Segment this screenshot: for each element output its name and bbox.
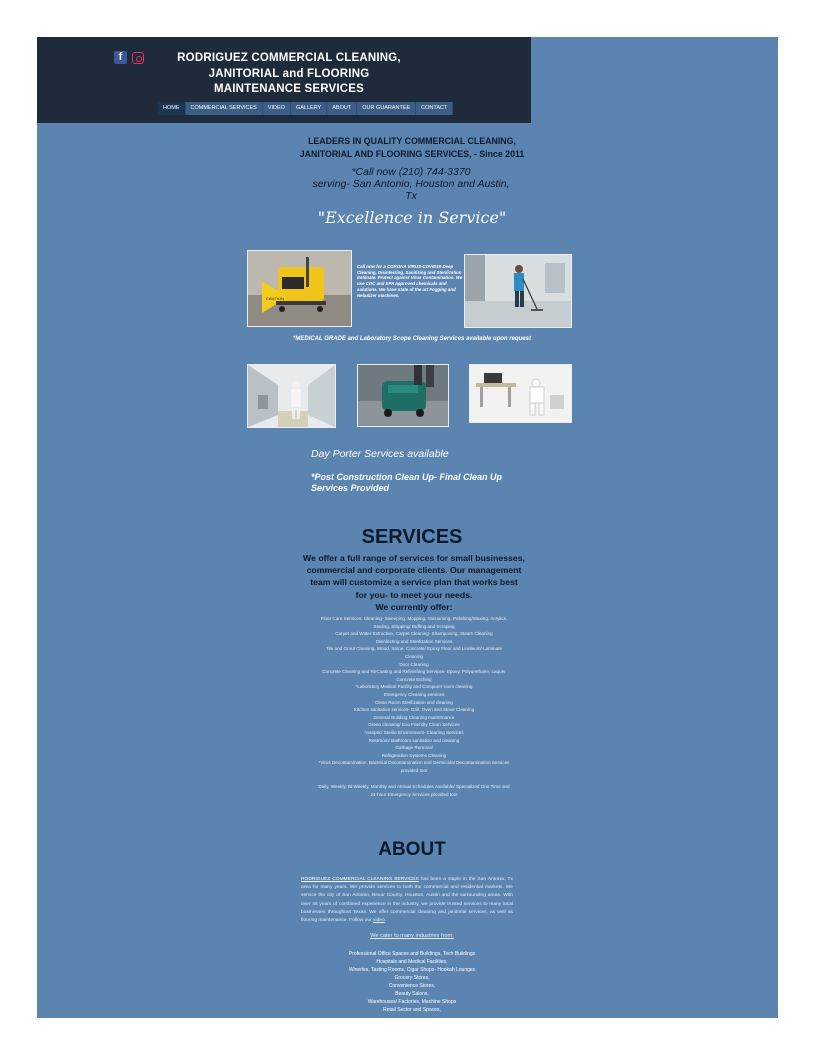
medical-grade-note: *MEDICAL GRADE and Laboratory Scope Cleaning Services available upon request: [293, 336, 531, 342]
services-intro-line: for you- to meet your needs.: [355, 589, 473, 600]
hospital-disinfection-photo: [247, 364, 336, 428]
video-link[interactable]: video: [373, 918, 385, 924]
post-construction-line: Services Provided: [311, 483, 390, 493]
nav-home[interactable]: HOME: [158, 102, 186, 115]
call-now-line: serving- San Antonio, Houston and Austin,: [312, 178, 510, 190]
service-item: Garbage Removal: [395, 745, 433, 751]
industry-item: Warehouses/ Factories, Machine Shops: [367, 999, 457, 1005]
industry-item: Wineries, Tasting Rooms, Cigar Shops- Hookah Lounges: [348, 967, 476, 973]
service-item: provided too!: [400, 767, 428, 773]
main-navigation: [158, 102, 453, 115]
nav-video[interactable]: VIDEO: [263, 102, 291, 115]
service-item: Concrete Cleaning and ReCoating and Refinishing Services- Epoxy, Polyurethane, Laquer: [322, 669, 506, 675]
day-porter-text: Day Porter Services available: [311, 448, 449, 460]
service-item: Refrigeration Systems Cleaning: [381, 752, 447, 758]
site-title-line: JANITORIAL and FLOORING: [208, 67, 370, 80]
nav-about[interactable]: ABOUT: [327, 102, 357, 115]
service-item: Emergency Cleaning services: [383, 691, 445, 697]
tagline-leaders: [277, 135, 547, 161]
mop-bucket-photo: [247, 250, 352, 327]
floor-scrubber-photo: [357, 364, 449, 427]
call-now-line: Tx: [405, 190, 417, 202]
services-intro-line: We currently offer:: [375, 601, 453, 612]
service-item: Clean Room Sterilization and cleaning: [375, 699, 453, 705]
service-item: Carpet and Water Extraction, Carpet Cleaning- Shampooing, Steam Cleaning: [335, 631, 493, 637]
call-now-text: [297, 166, 525, 202]
service-item: Door Cleaning: [399, 661, 429, 667]
industry-item: Retail Sector and Spaces,: [383, 1007, 441, 1013]
industry-item: Convenience Stores,: [388, 983, 436, 989]
schedule-line: 24-hour Emergency Services provided too!: [370, 791, 458, 797]
service-item: *Laboratory Medical Facility and Computer room cleaning: [355, 684, 473, 690]
site-title-line: MAINTENANCE SERVICES: [213, 83, 365, 95]
nav-gallery[interactable]: GALLERY: [291, 102, 327, 115]
call-now-line: *Call now (210) 744-3370: [351, 166, 471, 178]
industry-item: Beauty Salons,: [395, 991, 429, 997]
site-title: [167, 51, 411, 98]
industry-item: Professional Office Spaces and Buildings, Tech Buildings: [348, 951, 476, 957]
instagram-icon[interactable]: [132, 52, 144, 64]
nav-our-guarantee[interactable]: OUR GUARANTEE: [357, 102, 416, 115]
post-construction-text: [311, 472, 511, 494]
services-intro: [295, 552, 533, 613]
service-item: Green cleaning/ Eco Friendly Clean Services: [368, 722, 460, 728]
services-intro-line: We offer a full range of services for small businesses,: [303, 553, 525, 563]
covid-cleaning-blurb: Call now for a CORONA VIRUS-COVID19 Deep Cleaning, Disinfecting, Sanitizing and Sterilization Estimate. Protect against Virus Contamination. We use CDC and EPA approved chemicals and solutions. We have state of the art Fogging and Nebulizer machines.: [357, 264, 463, 298]
service-item: Disinfecting and Sterilization Services: [375, 638, 453, 644]
service-item: Cleaning: [404, 653, 424, 659]
office-disinfection-photo: [469, 364, 572, 423]
slogan: "Excellence in Service": [317, 208, 507, 227]
svg-text:CAUTION: CAUTION: [266, 296, 284, 301]
service-item: *Aseptic/ Sterile Environment- Cleaning Services: [364, 729, 464, 735]
tagline-line: LEADERS IN QUALITY COMMERCIAL CLEANING,: [308, 136, 516, 146]
service-item: *Virus Decontamination, Bacterial Decontamination and Germicidal Decontamination Services: [318, 760, 510, 766]
site-header: [37, 37, 531, 123]
services-heading: SERVICES: [361, 526, 463, 548]
post-construction-line: *Post Construction Clean Up- Final Clean Up: [311, 472, 503, 482]
company-name-link[interactable]: RODRIGUEZ COMMERCIAL CLEANING SERVICES: [301, 877, 419, 882]
site-title-line: RODRIGUEZ COMMERCIAL CLEANING,: [177, 52, 401, 64]
schedule-line: Daily, Weekly, Bi-Weekly, Monthly and Annual Schedules Available/ Specialized One Time and: [318, 784, 510, 789]
industries-list: [307, 950, 517, 1014]
industries-heading: We cater to many industries from:: [370, 933, 454, 939]
service-item: Tile and Grout Cleaning, Wood, Stone, Concrete/ Epoxy Floor and Linoleum/ Laminate: [326, 646, 502, 652]
service-item: General Building Cleaning maintenance: [373, 714, 455, 720]
services-intro-line: commercial and corporate clients. Our management: [306, 565, 522, 576]
facebook-icon[interactable]: f: [114, 51, 127, 64]
about-heading: ABOUT: [378, 839, 446, 860]
service-item: Sealing, Stripping/ Buffing and Scraping: [373, 623, 455, 629]
service-item: Restroom/ Bathroom sanitation and cleaning: [368, 737, 460, 743]
services-list: [299, 615, 529, 774]
about-text-end: .: [384, 918, 387, 924]
services-intro-line: team will customize a service plan that works best: [310, 577, 518, 588]
about-text: has been a staple in the San Antonio, Tx area for many years. We provide services to both the commercial and residential markets. We service the city of San Antonio, Bexar County, Houston, Austin and the surrounding areas. With over 45 years of combined experience in the industry, we provide trusted services to many local businesses throughout Texas. We offer commercial cleaning and janitorial services, as well as flooring maintenance. Follow our: [301, 877, 513, 924]
service-item: Floor Care Services: Cleaning- Sweeping, Mopping, Vacuuming, Polishing/Waxing, Acrylics,: [320, 616, 508, 621]
about-body: [301, 876, 513, 925]
floor-cleaning-worker-photo: [464, 254, 572, 328]
industry-item: Grocery Stores,: [394, 975, 430, 981]
nav-commercial-services[interactable]: COMMERCIAL SERVICES: [186, 102, 263, 115]
tagline-line: JANITORIAL AND FLOORING SERVICES, - Since 2011: [299, 149, 525, 159]
nav-contact[interactable]: CONTACT: [416, 102, 453, 115]
service-item: Concrete Etching: [396, 676, 432, 682]
industry-item: Hospitals and Medical Facilities,: [376, 959, 448, 965]
service-item: Kitchen sanitation services- Grill, Oven and Stove Cleaning: [353, 707, 475, 713]
services-schedule-text: [299, 783, 529, 798]
page-background: [37, 37, 778, 1018]
